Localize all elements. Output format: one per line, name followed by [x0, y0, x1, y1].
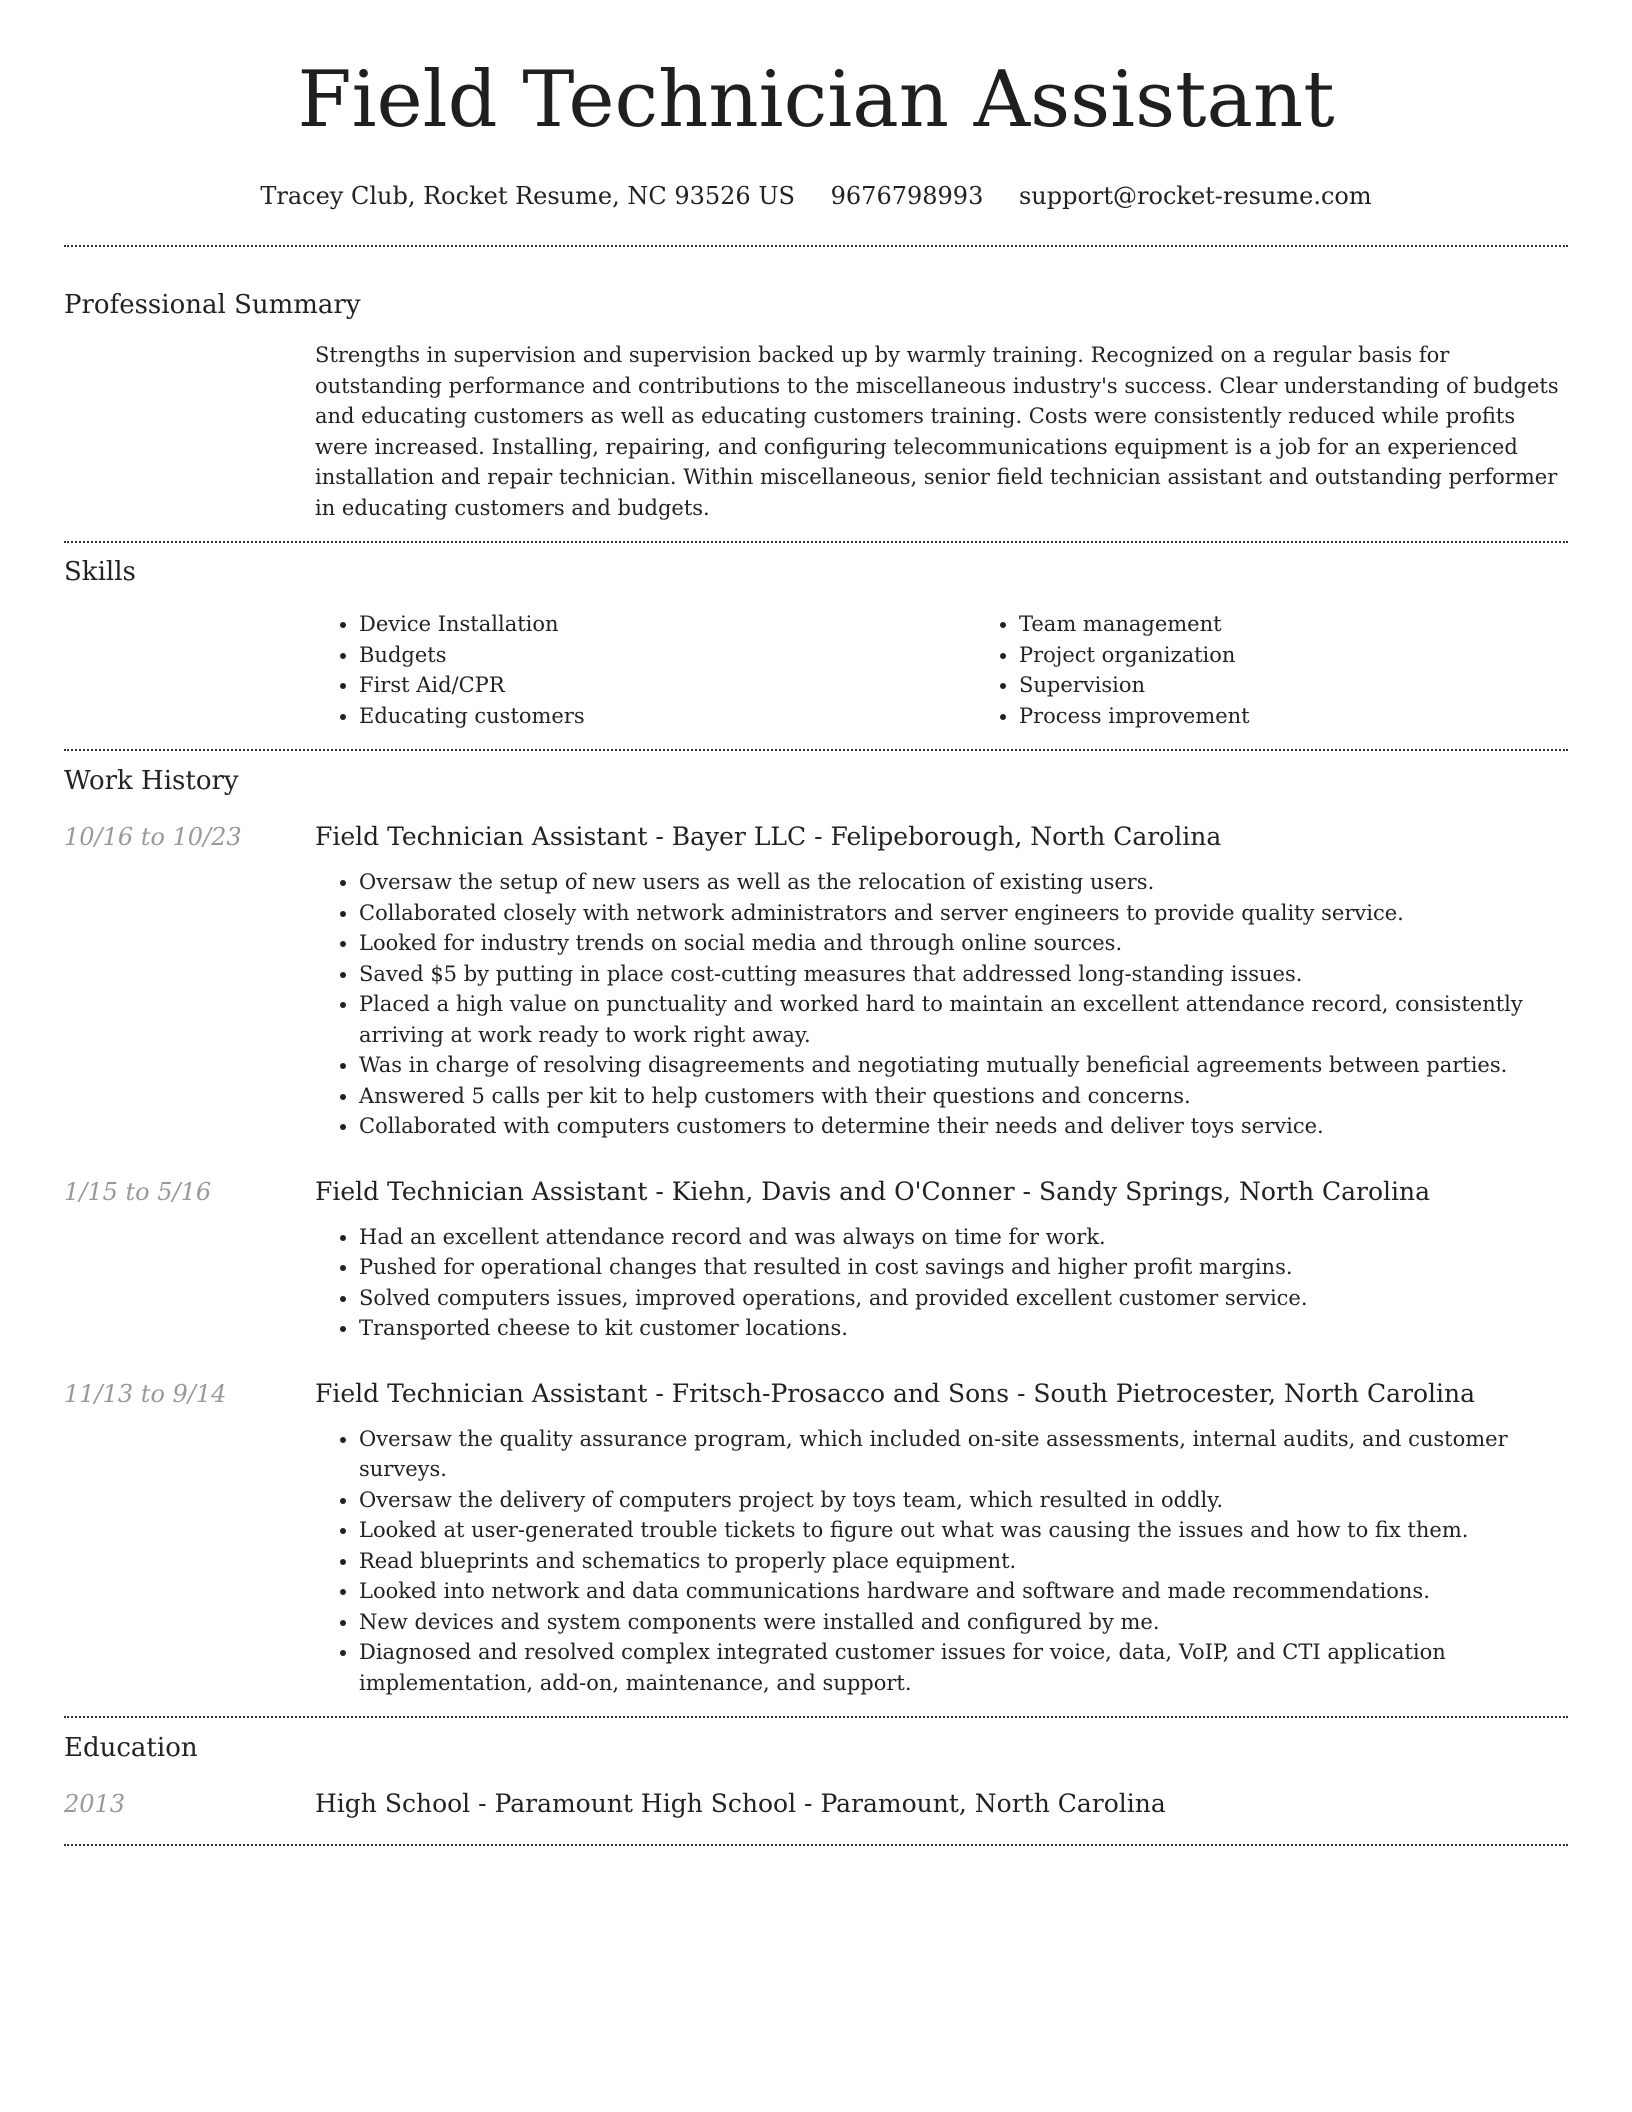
job-title: Field Technician Assistant - Kiehn, Davis and O'Conner - Sandy Springs, North Carolina — [315, 1176, 1431, 1206]
job-bullet: • Collaborated with computers customers to determine their needs and deliver toys service. — [359, 1111, 1568, 1142]
skills-section — [64, 543, 1568, 731]
skill-item: • Budgets — [359, 640, 975, 671]
job-date: 1/15 to 5/16 — [64, 1177, 212, 1206]
work-heading: Work History — [64, 766, 239, 796]
job-bullet: • Was in charge of resolving disagreements and negotiating mutually beneficial agreements between parties. — [359, 1050, 1568, 1081]
contact-address: Tracey Club, Rocket Resume, NC 93526 US — [260, 182, 795, 210]
job-entry — [64, 1377, 1568, 1699]
job-entry — [64, 1175, 1568, 1344]
contact-line — [64, 182, 1568, 210]
skill-item: • Educating customers — [359, 701, 975, 732]
summary-text: Strengths in supervision and supervision backed up by warmly training. Recognized on a regular basis for outstanding performance and contributions to the miscellaneous industry's success. Clear understanding of budgets and educating customers as well as educating customers training. Costs were consistently reduced while profits were increased. Installing, repairing, and configuring telecommunications equipment is a job for an experienced installation and repair technician. Within miscellaneous, senior field technician assistant and outstanding performer in educating customers and budgets. — [315, 343, 1559, 520]
education-entry: High School - Paramount High School - Paramount, North Carolina — [315, 1789, 1166, 1818]
job-bullet: • Read blueprints and schematics to properly place equipment. — [359, 1546, 1568, 1577]
job-bullet: • New devices and system components were installed and configured by me. — [359, 1607, 1568, 1638]
summary-spacer — [64, 340, 315, 523]
work-section — [64, 751, 1568, 1698]
skill-item: • Supervision — [1019, 670, 1632, 701]
skills-spacer — [64, 609, 315, 731]
job-bullet: • Oversaw the delivery of computers project by toys team, which resulted in oddly. — [359, 1485, 1568, 1516]
job-bullets — [315, 1222, 1568, 1344]
job-bullet: • Looked for industry trends on social media and through online sources. — [359, 928, 1568, 959]
skill-item: • Team management — [1019, 609, 1632, 640]
job-bullet: • Diagnosed and resolved complex integrated customer issues for voice, data, VoIP, and CTI application implementation, add-on, maintenance, and support. — [359, 1637, 1568, 1698]
job-bullet: • Transported cheese to kit customer locations. — [359, 1313, 1568, 1344]
job-entry — [64, 820, 1568, 1142]
contact-email: support@rocket-resume.com — [1018, 182, 1372, 210]
job-bullet: • Answered 5 calls per kit to help customers with their questions and concerns. — [359, 1081, 1568, 1112]
job-bullet: • Solved computers issues, improved operations, and provided excellent customer service. — [359, 1283, 1568, 1314]
job-title: Field Technician Assistant - Bayer LLC - Felipeborough, North Carolina — [315, 822, 1222, 851]
skills-heading: Skills — [64, 557, 136, 587]
job-bullet: • Oversaw the setup of new users as well as the relocation of existing users. — [359, 867, 1568, 898]
skills-list-right — [975, 609, 1632, 731]
candidate-name: Field Technician Assistant — [297, 55, 1335, 145]
education-heading: Education — [64, 1733, 198, 1763]
job-date: 10/16 to 10/23 — [64, 823, 242, 851]
job-bullet: • Collaborated closely with network administrators and server engineers to provide quality service. — [359, 898, 1568, 929]
skill-item: • First Aid/CPR — [359, 670, 975, 701]
job-bullets — [315, 1424, 1568, 1699]
job-bullets — [315, 867, 1568, 1142]
job-bullet: • Looked at user-generated trouble tickets to figure out what was causing the issues and how to fix them. — [359, 1515, 1568, 1546]
job-bullet: • Pushed for operational changes that resulted in cost savings and higher profit margins. — [359, 1252, 1568, 1283]
job-title: Field Technician Assistant - Fritsch-Prosacco and Sons - South Pietrocester, North Carolina — [315, 1378, 1476, 1408]
education-section — [64, 1718, 1568, 1821]
skill-item: • Device Installation — [359, 609, 975, 640]
contact-phone: 9676798993 — [830, 182, 984, 210]
job-bullet: • Had an excellent attendance record and was always on time for work. — [359, 1222, 1568, 1253]
education-date: 2013 — [64, 1790, 126, 1818]
skills-list-left — [315, 609, 975, 731]
divider — [64, 1844, 1568, 1846]
skill-item: • Process improvement — [1019, 701, 1632, 732]
job-date: 11/13 to 9/14 — [64, 1379, 227, 1408]
job-bullet: • Saved $5 by putting in place cost-cutting measures that addressed long-standing issues. — [359, 959, 1568, 990]
skill-item: • Project organization — [1019, 640, 1632, 671]
job-bullet: • Placed a high value on punctuality and worked hard to maintain an excellent attendance record, consistently arriving at work ready to work right away. — [359, 989, 1568, 1050]
job-bullet: • Oversaw the quality assurance program, which included on-site assessments, internal audits, and customer surveys. — [359, 1424, 1568, 1485]
summary-heading: Professional Summary — [64, 290, 361, 320]
job-bullet: • Looked into network and data communications hardware and software and made recommendations. — [359, 1576, 1568, 1607]
summary-section — [64, 247, 1568, 523]
